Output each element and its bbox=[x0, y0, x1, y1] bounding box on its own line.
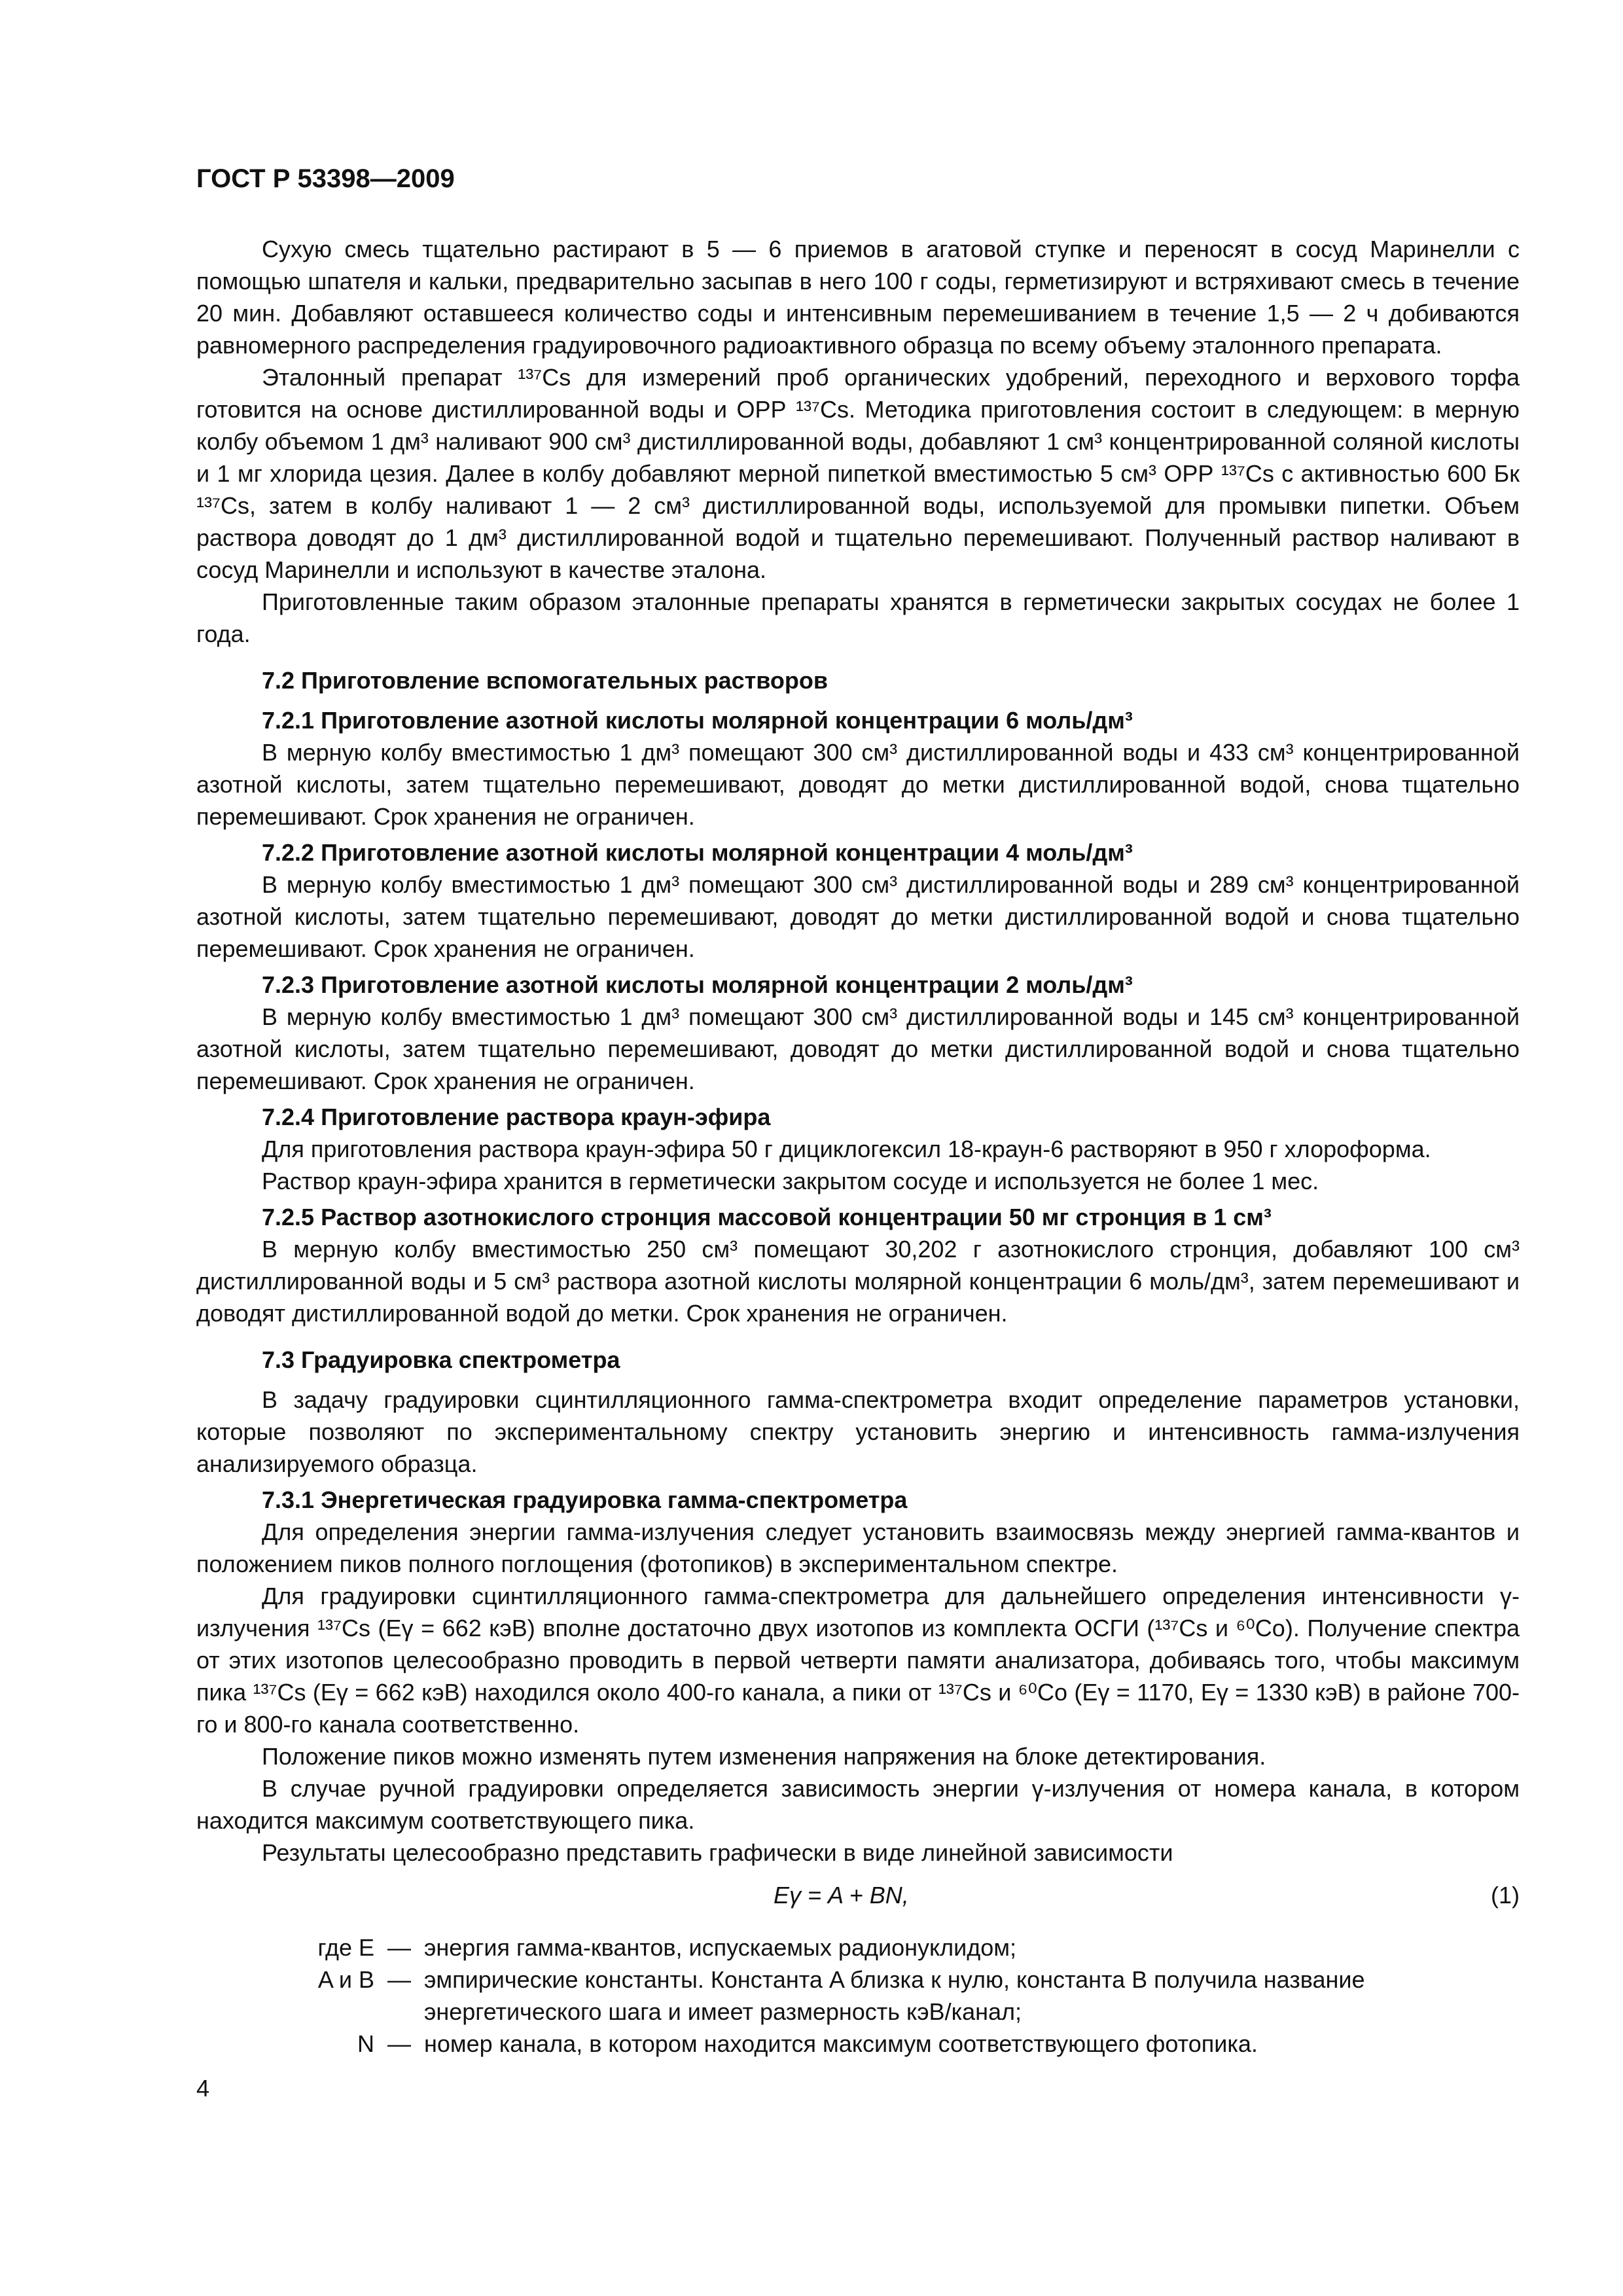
document-body bbox=[196, 233, 1520, 2060]
definition-text: номер канала, в котором находится максимум соответствующего фотопика. bbox=[424, 2030, 1258, 2057]
subsection-7-2-1-title: 7.2.1 Приготовление азотной кислоты молярной концентрации 6 моль/дм³ bbox=[262, 707, 1133, 734]
paragraph-storage: Приготовленные таким образом эталонные препараты хранятся в герметически закрытых сосудах не более 1 года. bbox=[196, 588, 1520, 647]
section-7-3-title: 7.3 Градуировка спектрометра bbox=[262, 1346, 620, 1373]
definition-item bbox=[196, 1964, 1520, 2028]
subsection-7-2-5-title: 7.2.5 Раствор азотнокислого стронция массовой концентрации 50 мг стронция в 1 см³ bbox=[262, 1204, 1272, 1230]
subsection-7-2-5-text: В мерную колбу вместимостью 250 см³ помещают 30,202 г азотнокислого стронция, добавляют 100 см³ дистиллированной воды и 5 см³ раствора азотной кислоты молярной концентрации 6 моль/дм³, затем перемешивают и доводят дистиллированной водой до метки. Срок хранения не ограничен. bbox=[196, 1236, 1520, 1327]
subsection-7-2-1-text: В мерную колбу вместимостью 1 дм³ помещают 300 см³ дистиллированной воды и 433 см³ концентрированной азотной кислоты, затем тщательно перемешивают, доводят до метки дистиллированной водой, снова тщательно перемешивают. Срок хранения не ограничен. bbox=[196, 739, 1520, 830]
subsection-7-3-1-title: 7.3.1 Энергетическая градуировка гамма-спектрометра bbox=[262, 1486, 908, 1513]
formula-1 bbox=[196, 1876, 1520, 1916]
formula-number: (1) bbox=[1491, 1882, 1520, 1909]
subsection-7-3-1-paragraph-3: Положение пиков можно изменять путем изменения напряжения на блоке детектирования. bbox=[262, 1743, 1266, 1770]
paragraph-reference-preparation: Эталонный препарат ¹³⁷Cs для измерений проб органических удобрений, переходного и верхового торфа готовится на основе дистиллированной воды и ОРР ¹³⁷Cs. Методика приготовления состоит в следующем: в мерную колбу объемом 1 дм³ наливают 900 см³ дистиллированной воды, добавляют 1 см³ концентрированной соляной кислоты и 1 мг хлорида цезия. Далее в колбу добавляют мерной пипеткой вместимостью 5 см³ ОРР ¹³⁷Cs с активностью 600 Бк ¹³⁷Cs, затем в колбу наливают 1 — 2 см³ дистиллированной воды, используемой для промывки пипетки. Объем раствора доводят до 1 дм³ дистиллированной водой и тщательно перемешивают. Полученный раствор наливают в сосуд Маринелли и используют в качестве эталона. bbox=[196, 364, 1520, 583]
subsection-7-3-1-paragraph-2: Для градуировки сцинтилляционного гамма-спектрометра для дальнейшего определения интенсивности γ-излучения ¹³⁷Cs (Eγ = 662 кэВ) вполне достаточно двух изотопов из комплекта ОСГИ (¹³⁷Cs и ⁶⁰Co). Получение спектра от этих изотопов целесообразно проводить в первой четверти памяти анализатора, добиваясь того, чтобы максимум пика ¹³⁷Cs (Eγ = 662 кэВ) находился около 400-го канала, а пики от ¹³⁷Cs и ⁶⁰Co (Eγ = 1170, Eγ = 1330 кэВ) в районе 700-го и 800-го канала соответственно. bbox=[196, 1583, 1520, 1738]
definition-dash: — bbox=[387, 1934, 411, 1961]
formula-expression: Eγ = A + BN, bbox=[774, 1882, 909, 1909]
definition-text: энергия гамма-квантов, испускаемых радионуклидом; bbox=[424, 1934, 1017, 1961]
subsection-7-2-4-title: 7.2.4 Приготовление раствора краун-эфира bbox=[262, 1103, 771, 1130]
definition-text: эмпирические константы. Константа A близка к нулю, константа B получила название энергетического шага и имеет размерность кэВ/канал; bbox=[424, 1966, 1365, 2025]
subsection-7-2-2-text: В мерную колбу вместимостью 1 дм³ помещают 300 см³ дистиллированной воды и 289 см³ концентрированной азотной кислоты, затем тщательно перемешивают, доводят до метки дистиллированной водой и снова тщательно перемешивают. Срок хранения не ограничен. bbox=[196, 871, 1520, 962]
definition-term: A и B bbox=[317, 1966, 374, 1993]
definition-item bbox=[196, 1931, 1520, 1964]
definition-dash: — bbox=[387, 1966, 411, 1993]
section-7-3-intro: В задачу градуировки сцинтилляционного гамма-спектрометра входит определение параметров установки, которые позволяют по экспериментальному спектру установить энергию и интенсивность гамма-излучения анализируемого образца. bbox=[196, 1386, 1520, 1477]
subsection-7-2-2-title: 7.2.2 Приготовление азотной кислоты молярной концентрации 4 моль/дм³ bbox=[262, 839, 1133, 866]
subsection-7-2-4-text: Для приготовления раствора краун-эфира 50 г дициклогексил 18-краун-6 растворяют в 950 г хлороформа. bbox=[262, 1136, 1431, 1162]
subsection-7-2-4-storage: Раствор краун-эфира хранится в герметически закрытом сосуде и используется не более 1 мес. bbox=[262, 1168, 1319, 1194]
subsection-7-3-1-paragraph-1: Для определения энергии гамма-излучения следует установить взаимосвязь между энергией гамма-квантов и положением пиков полного поглощения (фотопиков) в экспериментальном спектре. bbox=[196, 1518, 1520, 1577]
subsection-7-3-1-paragraph-4: В случае ручной градуировки определяется зависимость энергии γ-излучения от номера канала, в котором находится максимум соответствующего пика. bbox=[196, 1775, 1520, 1834]
section-7-2-title: 7.2 Приготовление вспомогательных растворов bbox=[262, 667, 829, 694]
definition-term: где E bbox=[317, 1934, 374, 1961]
subsection-7-3-1-paragraph-5: Результаты целесообразно представить графически в виде линейной зависимости bbox=[262, 1839, 1173, 1866]
subsection-7-2-3-title: 7.2.3 Приготовление азотной кислоты молярной концентрации 2 моль/дм³ bbox=[262, 971, 1133, 998]
definition-dash: — bbox=[387, 2030, 411, 2057]
formula-definitions bbox=[196, 1931, 1520, 2060]
definition-item bbox=[196, 2028, 1520, 2060]
subsection-7-2-3-text: В мерную колбу вместимостью 1 дм³ помещают 300 см³ дистиллированной воды и 145 см³ концентрированной азотной кислоты, затем тщательно перемешивают, доводят до метки дистиллированной водой и снова тщательно перемешивают. Срок хранения не ограничен. bbox=[196, 1003, 1520, 1094]
page-number: 4 bbox=[196, 2075, 210, 2102]
definition-term: N bbox=[357, 2030, 374, 2057]
standard-code-header: ГОСТ Р 53398—2009 bbox=[196, 164, 455, 193]
paragraph-dry-mixture: Сухую смесь тщательно растирают в 5 — 6 приемов в агатовой ступке и переносят в сосуд Маринелли с помощью шпателя и кальки, предварительно засыпав в него 100 г соды, герметизируют и встряхивают смесь в течение 20 мин. Добавляют оставшееся количество соды и интенсивным перемешиванием в течение 1,5 — 2 ч добиваются равномерного распределения градуировочного радиоактивного образца по всему объему эталонного препарата. bbox=[196, 236, 1520, 359]
